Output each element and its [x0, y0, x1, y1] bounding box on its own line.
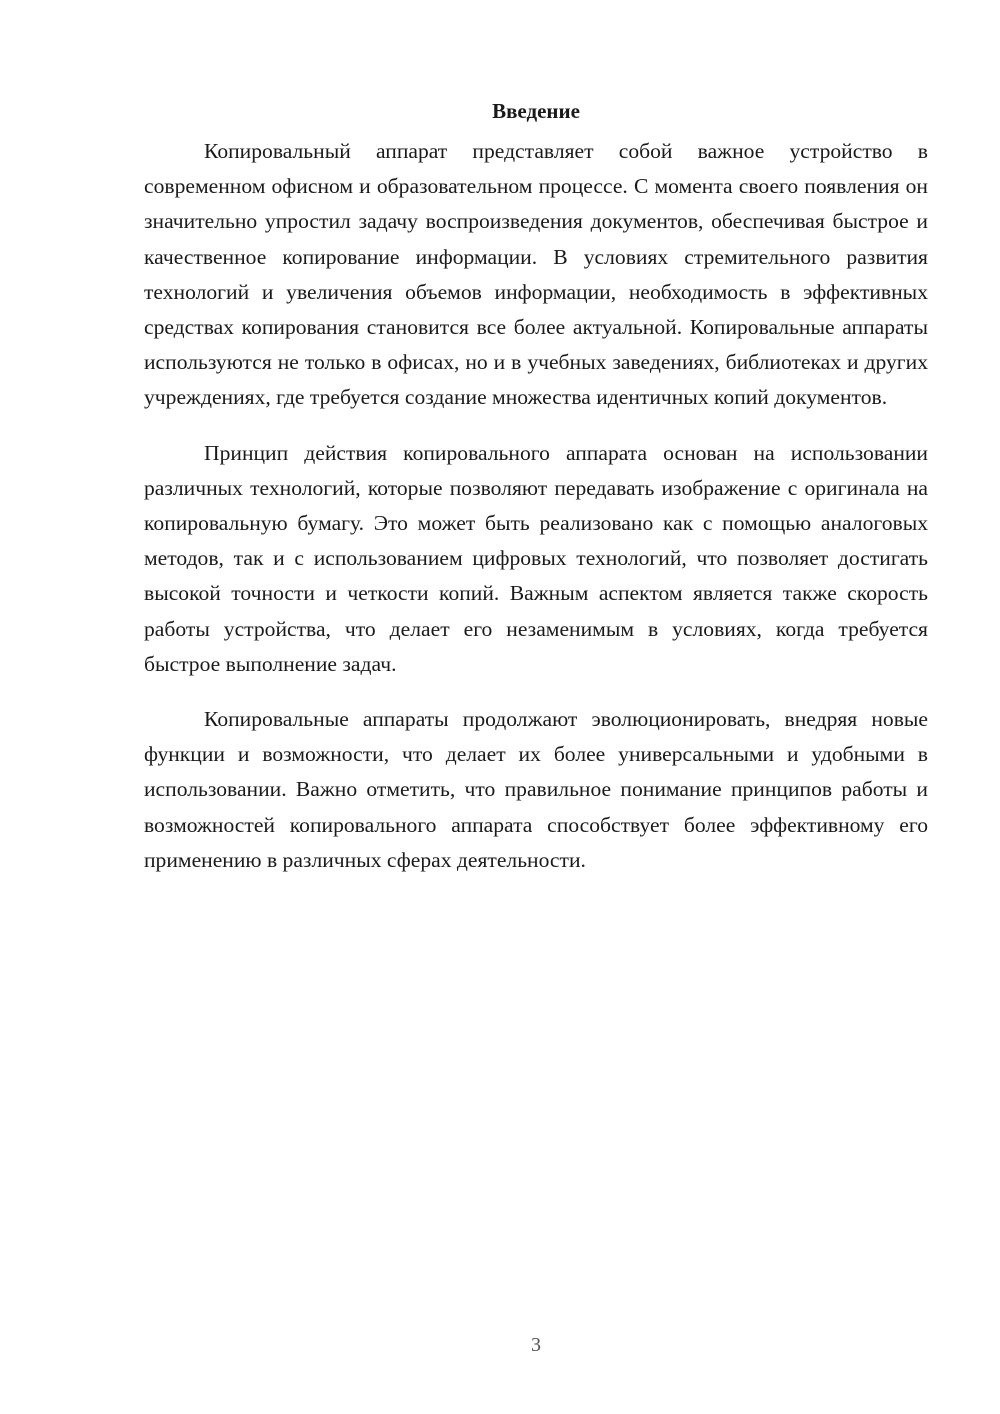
page-content [144, 96, 928, 898]
section-heading: Введение [492, 99, 580, 123]
page-number: 3 [531, 1334, 541, 1356]
paragraph-evolution: Копировальные аппараты продолжают эволюционировать, внедряя новые функции и возможности, что делает их более универсальными и удобными в использовании. Важно отметить, что правильное понимание принципов работы и возможностей копировального аппарата способствует более эффективному его применению в различных сферах деятельности. [144, 707, 928, 872]
paragraph-intro: Копировальный аппарат представляет собой важное устройство в современном офисном и образовательном процессе. С момента своего появления он значительно упростил задачу воспроизведения документов, обеспечивая быстрое и качественное копирование информации. В условиях стремительного развития технологий и увеличения объемов информации, необходимость в эффективных средствах копирования становится все более актуальной. Копировальные аппараты используются не только в офисах, но и в учебных заведениях, библиотеках и других учреждениях, где требуется создание множества идентичных копий документов. [144, 139, 928, 410]
paragraph-principle: Принцип действия копировального аппарата основан на использовании различных технологий, которые позволяют передавать изображение с оригинала на копировальную бумагу. Это может быть реализовано как с помощью аналоговых методов, так и с использованием цифровых технологий, что позволяет достигать высокой точности и четкости копий. Важным аспектом является также скорость работы устройства, что делает его незаменимым в условиях, когда требуется быстрое выполнение задач. [144, 440, 928, 676]
